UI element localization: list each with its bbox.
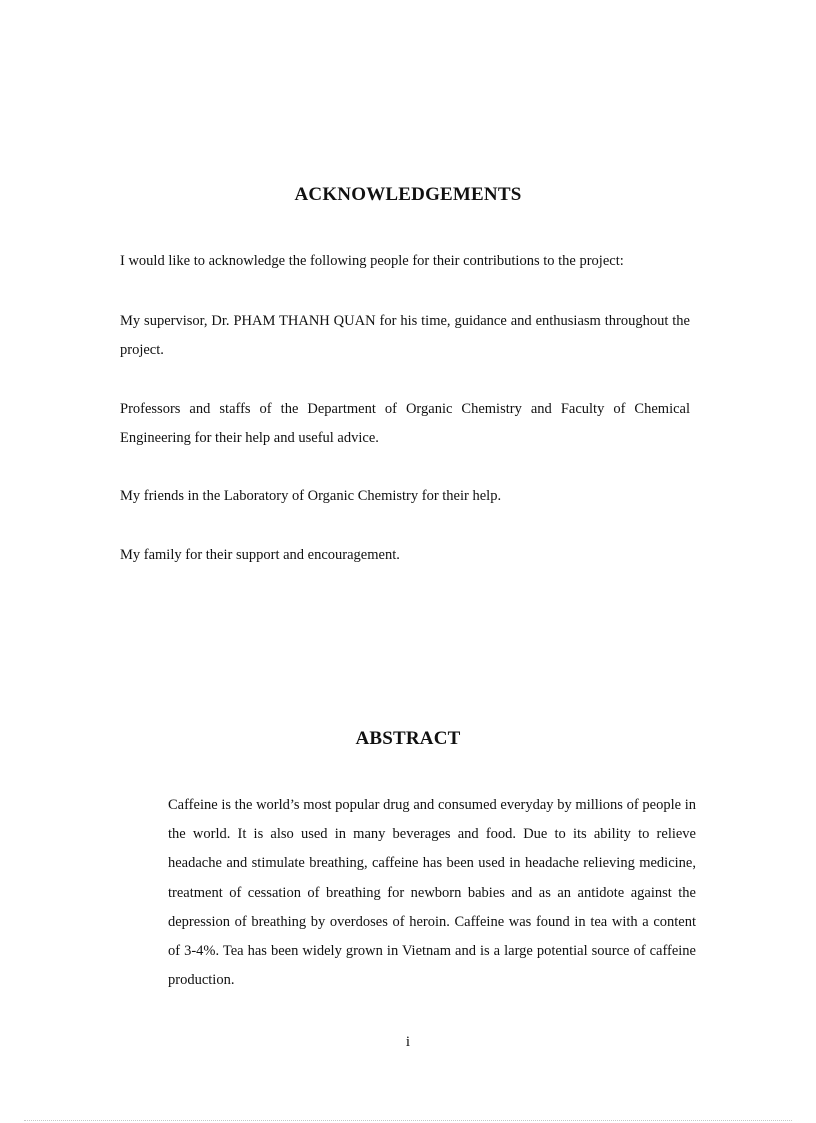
acknowledgement-department: Professors and staffs of the Department of Organic Chemistry and Faculty of Chemical Engineering for their help and useful advice. (120, 401, 690, 446)
page-number: i (405, 1034, 411, 1050)
abstract-body: Caffeine is the world’s most popular drug and consumed everyday by millions of people in the world. It is also used in many beverages and food. Due to its ability to relieve headache and stimulate breathing, caffeine has been used in headache relieving medicine, treatment of cessation of breathing for newborn babies and as an antidote against the depression of breathing by overdoses of heroin. Caffeine was found in tea with a content of 3-4%. Tea has been widely grown in Vietnam and is a large potential source of caffeine production. (168, 797, 696, 989)
acknowledgements-heading: ACKNOWLEDGEMENTS (294, 184, 522, 205)
page-bottom-divider (24, 1120, 792, 1121)
acknowledgement-supervisor: My supervisor, Dr. PHAM THANH QUAN for his time, guidance and enthusiasm throughout the project. (120, 313, 690, 358)
acknowledgements-intro: I would like to acknowledge the following people for their contributions to the project: (120, 253, 624, 269)
acknowledgement-family: My family for their support and encouragement. (120, 547, 400, 563)
abstract-heading: ABSTRACT (355, 728, 461, 749)
acknowledgement-friends: My friends in the Laboratory of Organic Chemistry for their help. (120, 488, 502, 504)
